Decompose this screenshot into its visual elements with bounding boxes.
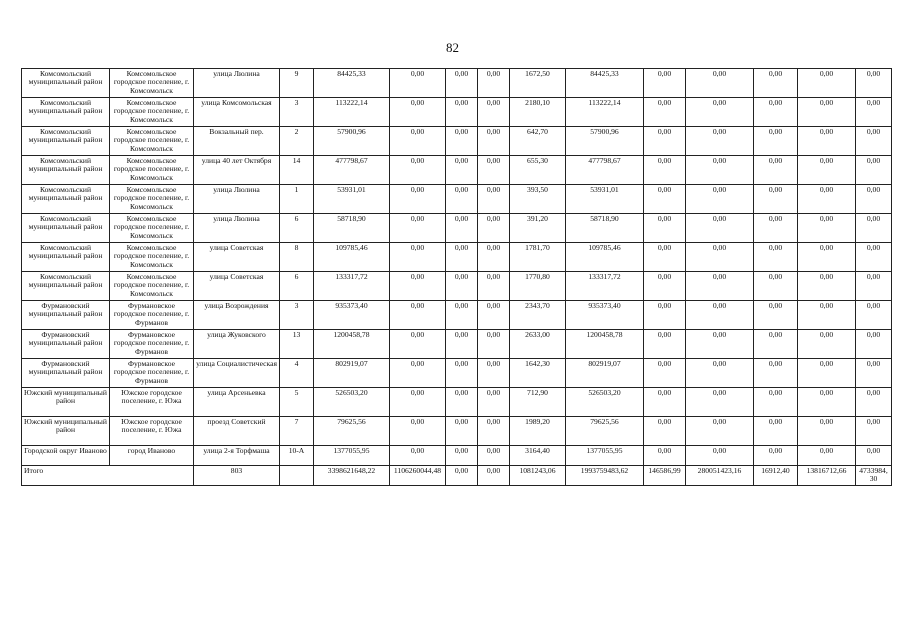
cell-c7: 0,00	[446, 301, 478, 330]
cell-c8: 0,00	[478, 243, 510, 272]
cell-street: улица Люлина	[194, 214, 280, 243]
cell-c9: 393,50	[510, 185, 566, 214]
cell-district: Комсомольский муниципальный район	[22, 127, 110, 156]
cell-street: Вокзальный пер.	[194, 127, 280, 156]
cell-settlement: Фурмановское городское поселение, г. Фурманов	[110, 301, 194, 330]
cell-c7: 0,00	[446, 388, 478, 417]
table-row	[22, 69, 892, 98]
cell-c6: 0,00	[390, 69, 446, 98]
cell-c9: 1672,50	[510, 69, 566, 98]
cell-c13: 0,00	[754, 330, 798, 359]
cell-house: 14	[280, 156, 314, 185]
cell-c5: 1377055,95	[314, 446, 390, 466]
total-house-empty	[280, 466, 314, 486]
cell-district: Южский муниципальный район	[22, 388, 110, 417]
cell-c9: 1642,30	[510, 359, 566, 388]
cell-settlement: город Иваново	[110, 446, 194, 466]
cell-c5: 935373,40	[314, 301, 390, 330]
cell-c8: 0,00	[478, 388, 510, 417]
total-c11: 146586,99	[644, 466, 686, 486]
cell-c14: 0,00	[798, 127, 856, 156]
cell-c13: 0,00	[754, 446, 798, 466]
table-row	[22, 214, 892, 243]
cell-c15: 0,00	[856, 98, 892, 127]
cell-c9: 2180,10	[510, 98, 566, 127]
cell-settlement: Комсомольское городское поселение, г. Комсомольск	[110, 156, 194, 185]
cell-c12: 0,00	[686, 243, 754, 272]
cell-c15: 0,00	[856, 301, 892, 330]
total-c14: 13816712,66	[798, 466, 856, 486]
cell-c5: 57900,96	[314, 127, 390, 156]
cell-c11: 0,00	[644, 243, 686, 272]
cell-c13: 0,00	[754, 185, 798, 214]
cell-street: улица Социалистическая	[194, 359, 280, 388]
cell-c11: 0,00	[644, 185, 686, 214]
cell-c13: 0,00	[754, 69, 798, 98]
cell-c12: 0,00	[686, 388, 754, 417]
cell-settlement: Комсомольское городское поселение, г. Комсомольск	[110, 214, 194, 243]
cell-c9: 2343,70	[510, 301, 566, 330]
cell-c5: 58718,90	[314, 214, 390, 243]
cell-house: 10-А	[280, 446, 314, 466]
cell-house: 13	[280, 330, 314, 359]
cell-c10: 802919,07	[566, 359, 644, 388]
cell-district: Комсомольский муниципальный район	[22, 243, 110, 272]
cell-settlement: Фурмановское городское поселение, г. Фурманов	[110, 359, 194, 388]
cell-street: улица Люлина	[194, 185, 280, 214]
cell-c6: 0,00	[390, 214, 446, 243]
cell-c11: 0,00	[644, 417, 686, 446]
cell-c11: 0,00	[644, 69, 686, 98]
cell-c11: 0,00	[644, 98, 686, 127]
cell-c15: 0,00	[856, 214, 892, 243]
cell-district: Фурмановский муниципальный район	[22, 359, 110, 388]
cell-c12: 0,00	[686, 214, 754, 243]
cell-c12: 0,00	[686, 417, 754, 446]
cell-settlement: Комсомольское городское поселение, г. Комсомольск	[110, 98, 194, 127]
cell-c6: 0,00	[390, 185, 446, 214]
cell-c8: 0,00	[478, 98, 510, 127]
cell-c9: 655,30	[510, 156, 566, 185]
cell-c10: 1200458,78	[566, 330, 644, 359]
cell-c11: 0,00	[644, 127, 686, 156]
cell-c13: 0,00	[754, 156, 798, 185]
total-c7: 0,00	[446, 466, 478, 486]
cell-settlement: Комсомольское городское поселение, г. Комсомольск	[110, 185, 194, 214]
cell-c15: 0,00	[856, 156, 892, 185]
table-row	[22, 446, 892, 466]
total-c9: 1081243,06	[510, 466, 566, 486]
cell-c14: 0,00	[798, 388, 856, 417]
cell-c7: 0,00	[446, 446, 478, 466]
cell-c14: 0,00	[798, 69, 856, 98]
table-row	[22, 272, 892, 301]
cell-c11: 0,00	[644, 388, 686, 417]
cell-c15: 0,00	[856, 446, 892, 466]
cell-c8: 0,00	[478, 127, 510, 156]
cell-settlement: Южское городское поселение, г. Южа	[110, 388, 194, 417]
cell-district: Комсомольский муниципальный район	[22, 272, 110, 301]
table-row	[22, 359, 892, 388]
cell-c10: 526503,20	[566, 388, 644, 417]
cell-c13: 0,00	[754, 243, 798, 272]
cell-c9: 391,20	[510, 214, 566, 243]
cell-c8: 0,00	[478, 69, 510, 98]
cell-c10: 477798,67	[566, 156, 644, 185]
cell-c13: 0,00	[754, 98, 798, 127]
cell-c12: 0,00	[686, 301, 754, 330]
total-c6: 1106260044,48	[390, 466, 446, 486]
cell-c15: 0,00	[856, 417, 892, 446]
cell-c6: 0,00	[390, 359, 446, 388]
cell-c11: 0,00	[644, 156, 686, 185]
cell-c6: 0,00	[390, 417, 446, 446]
cell-settlement: Комсомольское городское поселение, г. Комсомольск	[110, 69, 194, 98]
cell-c8: 0,00	[478, 156, 510, 185]
cell-house: 6	[280, 214, 314, 243]
cell-c14: 0,00	[798, 446, 856, 466]
cell-c15: 0,00	[856, 185, 892, 214]
cell-c7: 0,00	[446, 214, 478, 243]
cell-c9: 712,90	[510, 388, 566, 417]
cell-c11: 0,00	[644, 272, 686, 301]
cell-c6: 0,00	[390, 301, 446, 330]
cell-house: 4	[280, 359, 314, 388]
cell-c7: 0,00	[446, 243, 478, 272]
cell-c15: 0,00	[856, 388, 892, 417]
cell-c15: 0,00	[856, 127, 892, 156]
cell-street: улица Возрождения	[194, 301, 280, 330]
cell-c12: 0,00	[686, 359, 754, 388]
cell-c9: 3164,40	[510, 446, 566, 466]
cell-street: улица Советская	[194, 243, 280, 272]
cell-street: улица Жуковского	[194, 330, 280, 359]
cell-street: улица Арсеньевка	[194, 388, 280, 417]
cell-c7: 0,00	[446, 359, 478, 388]
table-row	[22, 301, 892, 330]
cell-c8: 0,00	[478, 359, 510, 388]
cell-c14: 0,00	[798, 185, 856, 214]
cell-c10: 58718,90	[566, 214, 644, 243]
cell-c6: 0,00	[390, 272, 446, 301]
cell-settlement: Комсомольское городское поселение, г. Комсомольск	[110, 272, 194, 301]
cell-c7: 0,00	[446, 185, 478, 214]
total-row	[22, 466, 892, 486]
cell-c14: 0,00	[798, 359, 856, 388]
cell-street: улица 2-я Торфмаша	[194, 446, 280, 466]
cell-c5: 109785,46	[314, 243, 390, 272]
cell-c11: 0,00	[644, 214, 686, 243]
cell-c5: 477798,67	[314, 156, 390, 185]
cell-c14: 0,00	[798, 214, 856, 243]
cell-c5: 84425,33	[314, 69, 390, 98]
cell-c11: 0,00	[644, 446, 686, 466]
cell-c10: 133317,72	[566, 272, 644, 301]
cell-c5: 526503,20	[314, 388, 390, 417]
cell-c7: 0,00	[446, 69, 478, 98]
cell-c8: 0,00	[478, 446, 510, 466]
cell-c10: 1377055,95	[566, 446, 644, 466]
cell-c13: 0,00	[754, 301, 798, 330]
cell-district: Южский муниципальный район	[22, 417, 110, 446]
cell-street: проезд Советский	[194, 417, 280, 446]
cell-c6: 0,00	[390, 98, 446, 127]
cell-c9: 2633,00	[510, 330, 566, 359]
cell-c13: 0,00	[754, 359, 798, 388]
cell-c5: 79625,56	[314, 417, 390, 446]
total-c5: 3398621648,22	[314, 466, 390, 486]
cell-house: 1	[280, 185, 314, 214]
cell-c12: 0,00	[686, 156, 754, 185]
cell-c12: 0,00	[686, 98, 754, 127]
cell-c10: 53931,01	[566, 185, 644, 214]
cell-district: Фурмановский муниципальный район	[22, 330, 110, 359]
cell-district: Комсомольский муниципальный район	[22, 214, 110, 243]
cell-house: 8	[280, 243, 314, 272]
cell-c13: 0,00	[754, 388, 798, 417]
cell-c8: 0,00	[478, 330, 510, 359]
cell-house: 2	[280, 127, 314, 156]
total-c8: 0,00	[478, 466, 510, 486]
cell-c11: 0,00	[644, 359, 686, 388]
cell-c10: 113222,14	[566, 98, 644, 127]
cell-c12: 0,00	[686, 446, 754, 466]
cell-settlement: Южское городское поселение, г. Южа	[110, 417, 194, 446]
cell-c12: 0,00	[686, 330, 754, 359]
cell-c10: 57900,96	[566, 127, 644, 156]
cell-district: Комсомольский муниципальный район	[22, 98, 110, 127]
cell-c10: 79625,56	[566, 417, 644, 446]
cell-house: 7	[280, 417, 314, 446]
cell-c6: 0,00	[390, 127, 446, 156]
cell-c13: 0,00	[754, 127, 798, 156]
total-c10: 1993759483,62	[566, 466, 644, 486]
table-row	[22, 185, 892, 214]
cell-house: 5	[280, 388, 314, 417]
cell-c10: 109785,46	[566, 243, 644, 272]
cell-district: Комсомольский муниципальный район	[22, 156, 110, 185]
cell-c9: 1781,70	[510, 243, 566, 272]
table-row	[22, 243, 892, 272]
total-count: 803	[194, 466, 280, 486]
cell-c5: 133317,72	[314, 272, 390, 301]
cell-c8: 0,00	[478, 185, 510, 214]
table-row	[22, 98, 892, 127]
cell-district: Фурмановский муниципальный район	[22, 301, 110, 330]
cell-c10: 84425,33	[566, 69, 644, 98]
cell-settlement: Комсомольское городское поселение, г. Комсомольск	[110, 243, 194, 272]
cell-c15: 0,00	[856, 272, 892, 301]
cell-c5: 1200458,78	[314, 330, 390, 359]
cell-house: 3	[280, 98, 314, 127]
cell-c6: 0,00	[390, 243, 446, 272]
cell-c13: 0,00	[754, 214, 798, 243]
table-row	[22, 417, 892, 446]
cell-c12: 0,00	[686, 127, 754, 156]
report-table	[21, 68, 892, 486]
cell-c7: 0,00	[446, 156, 478, 185]
cell-c8: 0,00	[478, 301, 510, 330]
cell-street: улица 40 лет Октября	[194, 156, 280, 185]
cell-c9: 1770,80	[510, 272, 566, 301]
cell-c14: 0,00	[798, 272, 856, 301]
cell-house: 3	[280, 301, 314, 330]
cell-c14: 0,00	[798, 156, 856, 185]
total-c12: 280051423,16	[686, 466, 754, 486]
cell-c7: 0,00	[446, 417, 478, 446]
cell-district: Городской округ Иваново	[22, 446, 110, 466]
cell-c8: 0,00	[478, 417, 510, 446]
cell-c15: 0,00	[856, 330, 892, 359]
cell-c13: 0,00	[754, 417, 798, 446]
cell-c12: 0,00	[686, 69, 754, 98]
cell-settlement: Комсомольское городское поселение, г. Комсомольск	[110, 127, 194, 156]
cell-c11: 0,00	[644, 301, 686, 330]
cell-c9: 1989,20	[510, 417, 566, 446]
total-label: Итого	[22, 466, 194, 486]
cell-c9: 642,70	[510, 127, 566, 156]
cell-c6: 0,00	[390, 446, 446, 466]
cell-district: Комсомольский муниципальный район	[22, 185, 110, 214]
cell-c15: 0,00	[856, 243, 892, 272]
cell-c15: 0,00	[856, 69, 892, 98]
cell-settlement: Фурмановское городское поселение, г. Фурманов	[110, 330, 194, 359]
page-number: 82	[446, 40, 459, 55]
cell-street: улица Советская	[194, 272, 280, 301]
cell-c14: 0,00	[798, 417, 856, 446]
table-row	[22, 127, 892, 156]
cell-c5: 802919,07	[314, 359, 390, 388]
cell-c12: 0,00	[686, 185, 754, 214]
cell-c7: 0,00	[446, 98, 478, 127]
cell-house: 6	[280, 272, 314, 301]
table-row	[22, 156, 892, 185]
cell-c8: 0,00	[478, 272, 510, 301]
cell-c6: 0,00	[390, 156, 446, 185]
total-c13: 16912,40	[754, 466, 798, 486]
cell-c8: 0,00	[478, 214, 510, 243]
cell-c7: 0,00	[446, 330, 478, 359]
cell-c6: 0,00	[390, 388, 446, 417]
cell-street: улица Люлина	[194, 69, 280, 98]
cell-c15: 0,00	[856, 359, 892, 388]
table-row	[22, 330, 892, 359]
cell-house: 9	[280, 69, 314, 98]
cell-c12: 0,00	[686, 272, 754, 301]
cell-c14: 0,00	[798, 301, 856, 330]
cell-c10: 935373,40	[566, 301, 644, 330]
table-row	[22, 388, 892, 417]
cell-c6: 0,00	[390, 330, 446, 359]
cell-c7: 0,00	[446, 272, 478, 301]
cell-c7: 0,00	[446, 127, 478, 156]
cell-c14: 0,00	[798, 330, 856, 359]
cell-district: Комсомольский муниципальный район	[22, 69, 110, 98]
cell-c5: 113222,14	[314, 98, 390, 127]
cell-c5: 53931,01	[314, 185, 390, 214]
cell-street: улица Комсомольская	[194, 98, 280, 127]
total-c15: 4733984,30	[856, 466, 892, 486]
cell-c13: 0,00	[754, 272, 798, 301]
cell-c11: 0,00	[644, 330, 686, 359]
cell-c14: 0,00	[798, 98, 856, 127]
cell-c14: 0,00	[798, 243, 856, 272]
